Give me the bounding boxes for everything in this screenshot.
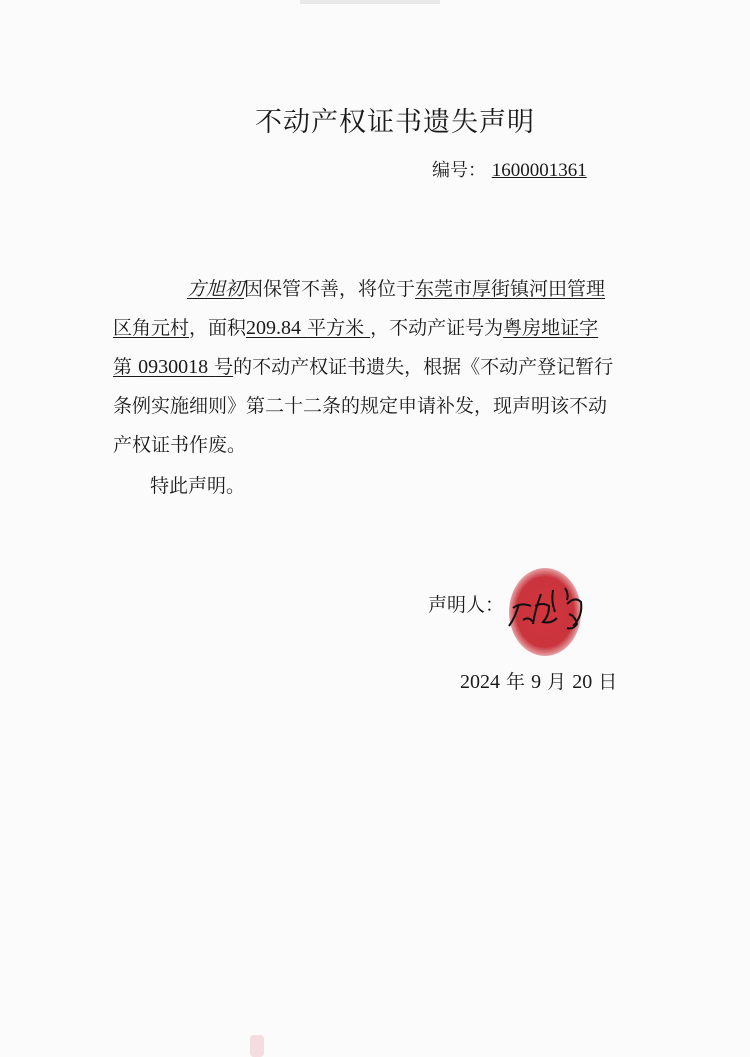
page-title: 不动产权证书遗失声明 (255, 107, 535, 138)
declarant-label: 声明人： (428, 594, 505, 616)
date-day-unit: 日 (598, 671, 618, 693)
date-month-unit: 月 (547, 671, 567, 693)
cert-prefix: 粤房地证字 (503, 317, 599, 339)
document-number (432, 156, 587, 182)
closing-text: 特此声明。 (150, 475, 246, 497)
date-year-unit: 年 (506, 671, 526, 693)
cert-post: 号 (214, 356, 234, 378)
statement-date (460, 667, 617, 694)
number-value: 1600001361 (491, 160, 587, 181)
number-label: 编号： (432, 160, 486, 181)
paragraph-line-3 (113, 348, 648, 387)
paragraph-line-4: 条例实施细则》第二十二条的规定申请补发，现声明该不动 (113, 395, 608, 417)
text-fragment: 的不动产权证书遗失，根据《不动产登记暂行 (233, 356, 614, 378)
text-fragment: 因保管不善，将位于 (244, 278, 416, 300)
scan-artifact-bottom (250, 1035, 264, 1057)
text-fragment: ，面积 (189, 317, 247, 339)
cert-pre: 第 (113, 356, 133, 378)
date-month: 9 (531, 671, 542, 693)
paragraph-line-1 (113, 270, 648, 309)
scan-artifact-top (300, 0, 440, 4)
date-day: 20 (572, 671, 593, 693)
paragraph-line-2 (113, 309, 648, 348)
text-fragment: ，不动产证号为 (370, 317, 504, 339)
area-value: 209.84 (246, 317, 302, 339)
address-part-1: 东莞市厚街镇河田管理 (415, 278, 606, 300)
address-part-2: 区角元村 (113, 317, 190, 339)
cert-number: 0930018 (138, 356, 209, 378)
date-year: 2024 (460, 671, 500, 693)
area-unit: 平方米 (307, 317, 365, 339)
paragraph-line-5: 产权证书作废。 (113, 434, 247, 456)
fingerprint-seal-signature (495, 560, 605, 670)
statement-paragraph (113, 270, 648, 465)
owner-name: 方旭初 (187, 278, 245, 300)
